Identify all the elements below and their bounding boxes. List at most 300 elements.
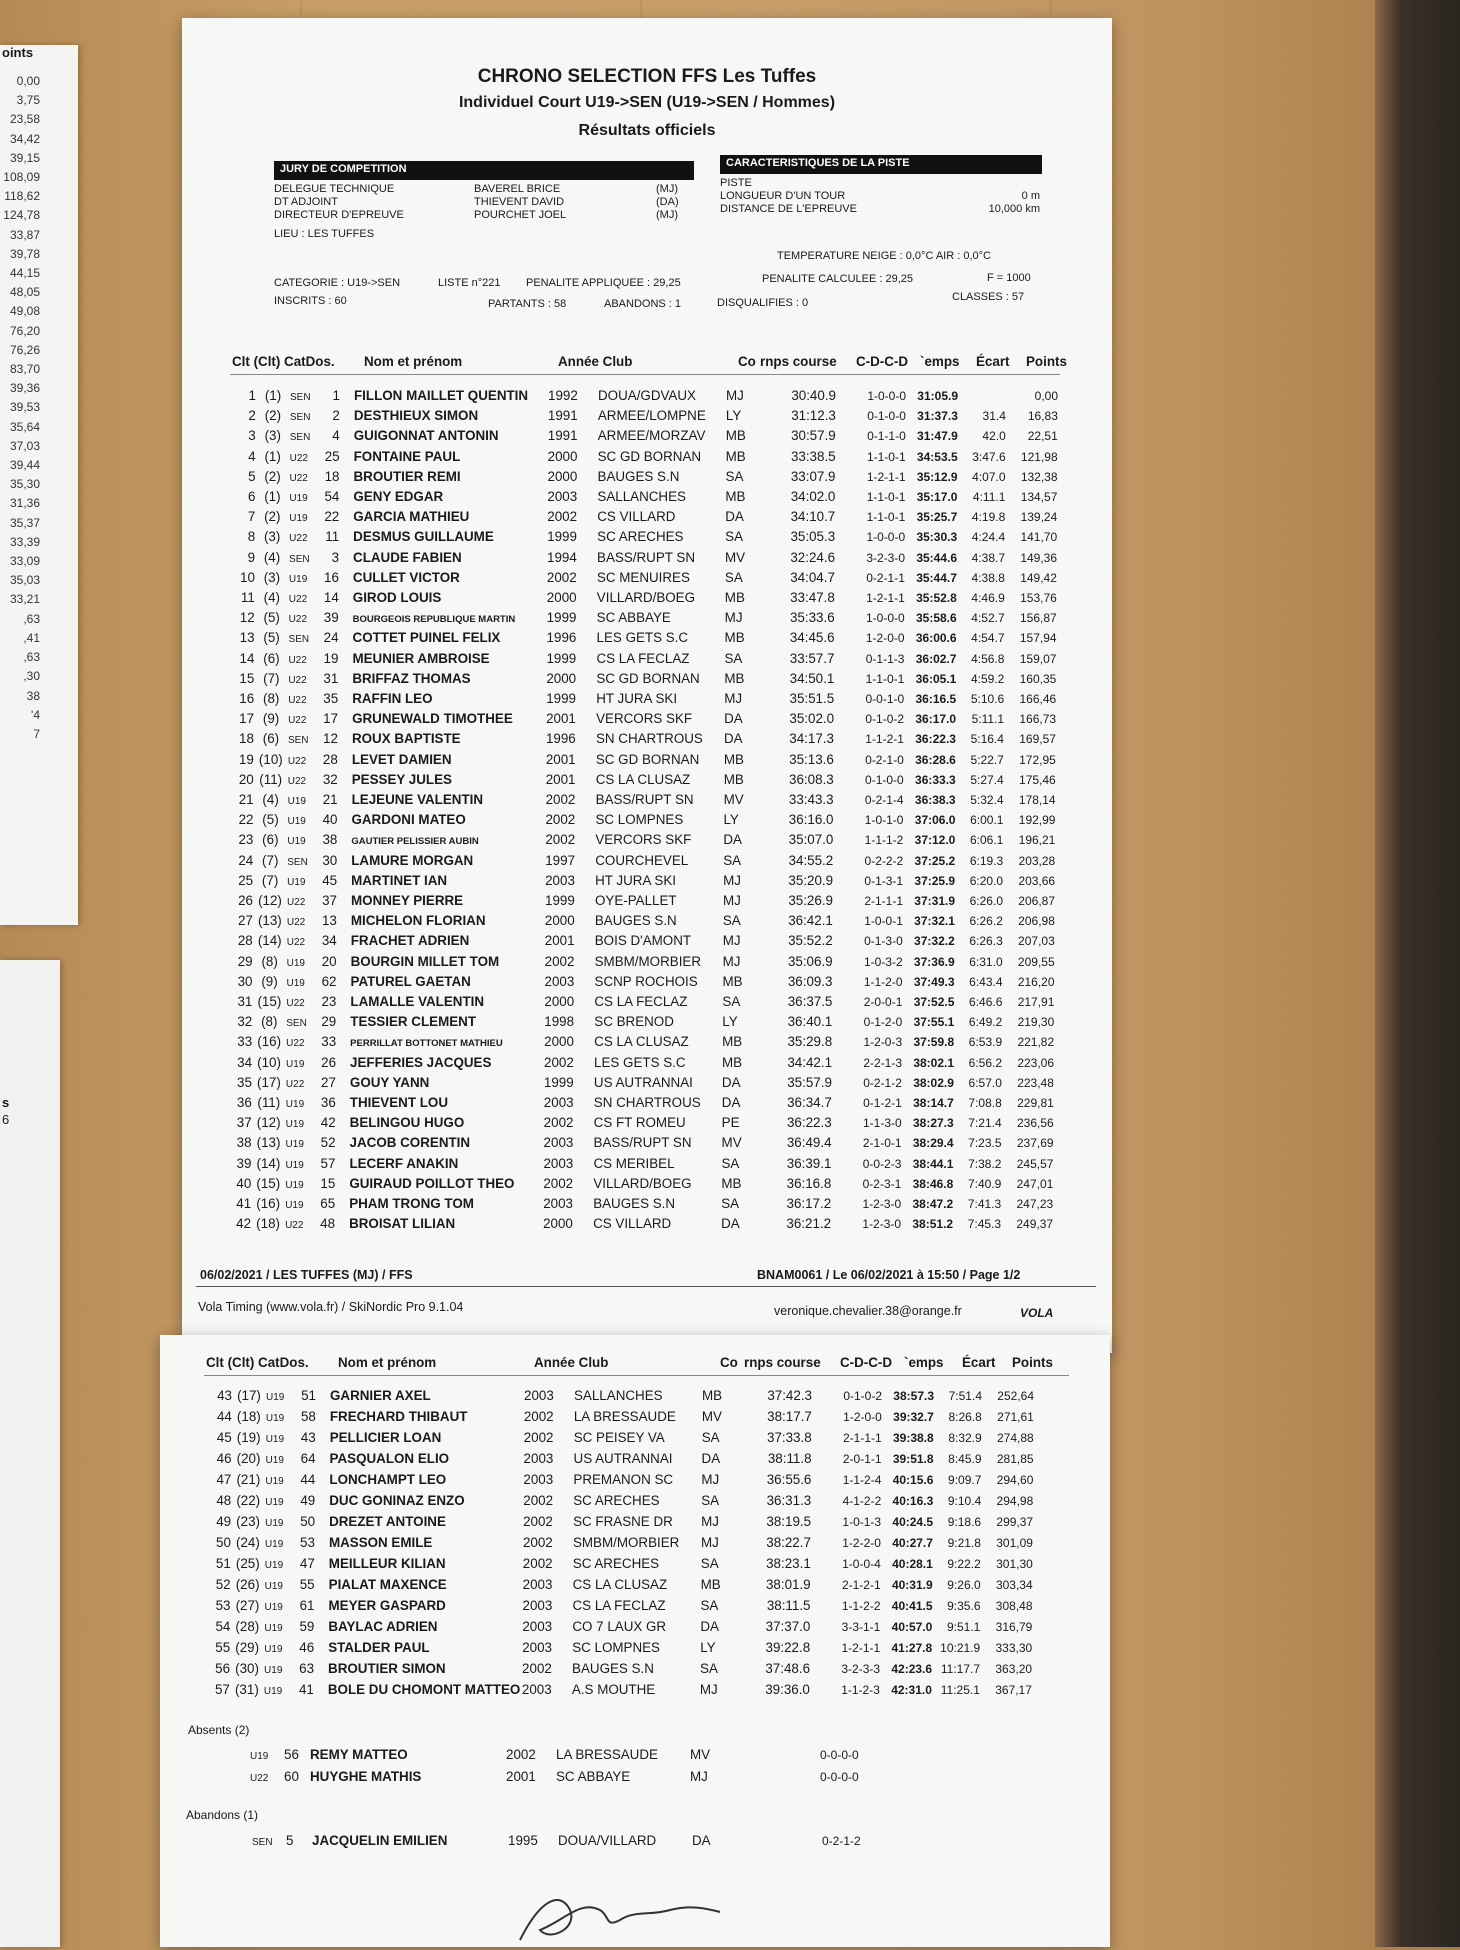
- bib: 50: [300, 1514, 316, 1529]
- class-rank: (6): [262, 832, 279, 848]
- total-time: 39:51.8: [892, 1452, 934, 1466]
- committee: MJ: [723, 893, 741, 908]
- athlete-name: MASSON EMILE: [328, 1535, 433, 1550]
- bib: 20: [321, 953, 337, 969]
- bib: 24: [323, 630, 339, 646]
- points: 249,37: [1016, 1217, 1054, 1232]
- committee: DA: [721, 1074, 741, 1090]
- penalties: 0-1-1-0: [867, 429, 906, 444]
- rank: 56: [215, 1661, 231, 1676]
- course-time: 35:13.6: [789, 751, 834, 767]
- course-time: 34:04.7: [790, 569, 835, 585]
- committee: MB: [721, 1175, 742, 1191]
- class-rank: (15): [257, 994, 282, 1009]
- header-pts: Points: [1026, 354, 1067, 369]
- category: U19: [265, 1455, 284, 1466]
- rank: 40: [236, 1175, 252, 1191]
- left-point: 124,78: [3, 208, 40, 223]
- course-time: 35:20.9: [788, 872, 834, 888]
- penalties: 0-1-0-0: [865, 772, 904, 787]
- table-row: [229, 1216, 1053, 1236]
- piste-rows: [720, 177, 1042, 216]
- gap: 6:43.4: [969, 974, 1003, 989]
- course-time: 38:19.5: [766, 1514, 812, 1529]
- bib: 25: [324, 448, 340, 464]
- penalties: 1-0-0-1: [864, 914, 903, 929]
- athlete-name: GARCIA MATHIEU: [353, 509, 470, 525]
- rank: 5: [248, 468, 256, 484]
- left-point: 31,36: [9, 496, 40, 511]
- category: U22: [288, 594, 308, 605]
- course-time: 34:50.1: [789, 670, 835, 686]
- course-time: 35:02.0: [789, 711, 835, 727]
- class-rank: (18): [236, 1409, 261, 1424]
- points: 303,34: [995, 1578, 1033, 1592]
- athlete-name: BELINGOU HUGO: [349, 1115, 465, 1131]
- rank: 33: [237, 1034, 253, 1050]
- club: CO 7 LAUX GR: [572, 1619, 667, 1634]
- penalties: 1-2-0-3: [863, 1035, 903, 1050]
- class-rank: (1): [264, 489, 281, 504]
- category: U22: [285, 1220, 304, 1232]
- birth-year: 2003: [522, 1640, 552, 1655]
- header-time: rnps course: [744, 1355, 821, 1370]
- left-fragment: s: [2, 1095, 10, 1110]
- course-time: 35:51.5: [789, 691, 835, 706]
- table-row: [231, 954, 1055, 974]
- gap: 6:26.0: [969, 894, 1003, 908]
- committee: MV: [725, 549, 746, 565]
- penalties: 1-1-0-1: [866, 510, 906, 525]
- header-cdcd: C-D-C-D: [840, 1355, 893, 1370]
- club: SALLANCHES: [597, 489, 686, 504]
- class-rank: (12): [258, 893, 282, 908]
- table-row: [232, 792, 1056, 812]
- course-time: 35:33.6: [789, 610, 835, 626]
- left-point: 39,36: [9, 381, 40, 396]
- course-time: 33:38.5: [790, 448, 836, 464]
- header-rule-2: [204, 1375, 1069, 1376]
- committee: MJ: [700, 1535, 719, 1550]
- points: 216,20: [1017, 974, 1055, 989]
- athlete-name: MARTINET IAN: [351, 872, 448, 888]
- points: 166,46: [1019, 692, 1057, 706]
- total-time: 38:29.4: [912, 1136, 954, 1151]
- total-time: 36:22.3: [915, 732, 956, 747]
- penalties: 0-1-3-0: [864, 934, 903, 949]
- class-rank: (4): [263, 549, 281, 565]
- total-time: 31:47.9: [917, 429, 958, 444]
- bib: 43: [300, 1430, 316, 1445]
- rank: 57: [214, 1682, 230, 1697]
- athlete-name: STALDER PAUL: [328, 1640, 430, 1655]
- class-rank: (14): [256, 1155, 281, 1171]
- jury-role: DT ADJOINT: [274, 196, 338, 208]
- rank: 43: [217, 1388, 232, 1403]
- total-time: 37:49.3: [913, 974, 955, 989]
- committee: DA: [723, 832, 742, 848]
- points: 0,00: [1034, 389, 1058, 403]
- bib: 56: [284, 1747, 299, 1762]
- total-time: 42:31.0: [891, 1683, 932, 1697]
- club: SMBM/MORBIER: [572, 1535, 680, 1550]
- points: 206,87: [1018, 894, 1055, 908]
- class-rank: (4): [263, 590, 280, 605]
- club: SC ARECHES: [572, 1556, 660, 1571]
- points: 223,06: [1017, 1055, 1055, 1070]
- gap: 8:32.9: [948, 1431, 982, 1445]
- birth-year: 2002: [506, 1747, 536, 1762]
- bib: 13: [321, 913, 337, 929]
- class-rank: (28): [235, 1619, 260, 1634]
- class-rank: (17): [237, 1388, 261, 1403]
- rank: 35: [237, 1074, 252, 1090]
- total-time: 40:16.3: [892, 1494, 934, 1508]
- footer-right: BNAM0061 / Le 06/02/2021 à 15:50 / Page 1/2: [757, 1268, 1021, 1282]
- gap: 7:40.9: [967, 1176, 1002, 1191]
- course-time: 36:39.1: [786, 1155, 832, 1171]
- class-rank: (2): [264, 408, 282, 424]
- left-point: 44,15: [9, 266, 40, 281]
- bib: 49: [300, 1493, 316, 1508]
- course-time: 36:16.0: [788, 812, 834, 828]
- total-time: 35:25.7: [916, 510, 958, 525]
- athlete-name: BAYLAC ADRIEN: [328, 1619, 438, 1634]
- points: 196,21: [1018, 833, 1056, 848]
- category: SEN: [287, 735, 309, 747]
- factor-f: F = 1000: [987, 272, 1031, 284]
- course-time: 30:40.9: [791, 388, 836, 403]
- birth-year: 2003: [523, 1472, 554, 1487]
- course-time: 36:09.3: [787, 973, 833, 989]
- committee: MJ: [724, 691, 743, 706]
- club: SC LOMPNES: [595, 812, 684, 828]
- rank: 51: [215, 1556, 231, 1571]
- athlete-name: CULLET VICTOR: [352, 569, 460, 585]
- club: ARMEE/LOMPNE: [597, 408, 706, 424]
- total-time: 36:05.1: [915, 671, 957, 686]
- total-time: 36:00.6: [915, 631, 957, 646]
- birth-year: 2002: [545, 812, 576, 828]
- club: SC ABBAYE: [556, 1769, 631, 1784]
- rank: 28: [237, 933, 253, 949]
- table-row: [234, 408, 1058, 428]
- gap: 11:25.1: [940, 1683, 980, 1697]
- club: BAUGES S.N: [594, 913, 677, 929]
- athlete-name: GAUTIER PELISSIER AUBIN: [351, 836, 479, 848]
- category: U19: [264, 1560, 284, 1571]
- club: SC ARECHES: [573, 1493, 660, 1508]
- total-time: 41:27.8: [891, 1641, 933, 1655]
- header-year-club: Année Club: [558, 354, 633, 369]
- bib: 47: [299, 1556, 315, 1571]
- athlete-name: THIEVENT LOU: [349, 1095, 448, 1110]
- athlete-name: GARNIER AXEL: [330, 1388, 431, 1403]
- abandons-label: Abandons (1): [186, 1808, 259, 1822]
- category: U19: [289, 513, 308, 525]
- birth-year: 2000: [544, 913, 575, 929]
- gap: 4:11.1: [972, 490, 1006, 504]
- bib: 31: [323, 670, 339, 686]
- gap: 8:26.8: [948, 1410, 982, 1424]
- table-row: [209, 1493, 1033, 1513]
- piste-value: 10,000 km: [988, 203, 1040, 215]
- table-row: [229, 1156, 1053, 1176]
- bib: 55: [299, 1577, 315, 1592]
- course-time: 37:37.0: [765, 1619, 811, 1634]
- table-row: [233, 529, 1057, 549]
- birth-year: 2002: [523, 1493, 554, 1508]
- committee: MJ: [726, 388, 744, 403]
- left-point: ,41: [23, 630, 40, 645]
- athlete-name: ROUX BAPTISTE: [351, 731, 461, 747]
- left-point: 76,26: [9, 342, 40, 357]
- bib: 11: [325, 529, 340, 545]
- athlete-name: REMY MATTEO: [310, 1747, 408, 1762]
- total-time: 35:12.9: [916, 469, 958, 484]
- course-time: 37:33.8: [767, 1430, 812, 1445]
- points: 16,83: [1027, 409, 1058, 424]
- birth-year: 2003: [543, 1155, 574, 1171]
- class-rank: (7): [263, 670, 280, 686]
- table-row: [230, 1055, 1054, 1075]
- committee: SA: [724, 650, 743, 666]
- jury-name: POURCHET JOEL: [474, 209, 567, 221]
- course-time: 36:21.2: [786, 1216, 832, 1232]
- committee: SA: [725, 468, 744, 484]
- total-time: 34:53.5: [916, 449, 958, 464]
- course-time: 34:02.0: [790, 489, 836, 504]
- club: SC LOMPNES: [572, 1640, 660, 1655]
- total-time: 39:38.8: [892, 1431, 934, 1445]
- class-rank: (2): [264, 509, 281, 525]
- rank: 2: [248, 408, 256, 424]
- table-row: [231, 893, 1055, 913]
- left-point: 3,75: [16, 93, 40, 108]
- points: 203,66: [1018, 873, 1056, 888]
- category: U22: [287, 755, 307, 767]
- birth-year: 2001: [545, 771, 576, 787]
- category: U19: [263, 1686, 283, 1697]
- total-time: 37:06.0: [914, 813, 956, 828]
- class-rank: (4): [262, 792, 279, 807]
- course-time: 38:11.8: [767, 1451, 812, 1466]
- course-time: 35:05.3: [790, 529, 836, 545]
- gap: 4:24.4: [971, 530, 1006, 545]
- committee: MB: [724, 630, 745, 646]
- club: CS FT ROMEU: [593, 1115, 686, 1131]
- left-sheet-points: [0, 72, 78, 744]
- jury-role: DELEGUE TECHNIQUE: [274, 183, 395, 195]
- total-time: 40:24.5: [892, 1515, 934, 1529]
- total-time: 37:25.2: [914, 853, 956, 868]
- club: DOUA/GDVAUX: [598, 388, 696, 403]
- table-row: [252, 1833, 902, 1853]
- table-row: [250, 1769, 900, 1789]
- penalties: 0-0-0-0: [820, 1748, 859, 1762]
- total-time: 38:44.1: [912, 1156, 954, 1171]
- course-time: 33:57.7: [789, 650, 835, 666]
- bib: 1: [332, 388, 340, 403]
- total-time: 36:28.6: [915, 752, 956, 767]
- jury-row: [274, 209, 694, 222]
- birth-year: 1994: [547, 549, 577, 565]
- rank: 6: [247, 489, 256, 504]
- athlete-name: FRECHARD THIBAUT: [329, 1409, 468, 1424]
- rank: 50: [216, 1535, 231, 1550]
- points: 301,30: [996, 1557, 1033, 1571]
- birth-year: 2003: [523, 1451, 554, 1466]
- points: 156,87: [1019, 611, 1057, 626]
- header-rule: [230, 374, 1060, 375]
- points: 219,30: [1017, 1015, 1055, 1030]
- table-row: [208, 1682, 1032, 1702]
- category: U19: [286, 977, 305, 989]
- club: SC FRASNE DR: [573, 1514, 673, 1529]
- committee: LY: [700, 1640, 716, 1655]
- category: U19: [264, 1539, 284, 1550]
- jury-code: (MJ): [656, 183, 678, 195]
- penalties: 2-0-0-1: [863, 995, 903, 1009]
- athlete-name: DREZET ANTOINE: [329, 1514, 446, 1529]
- class-rank: (29): [235, 1640, 260, 1655]
- category: U19: [289, 493, 308, 504]
- points: 294,60: [996, 1473, 1034, 1487]
- committee: DA: [721, 1095, 741, 1110]
- course-time: 36:42.1: [788, 913, 833, 929]
- category: U19: [286, 957, 305, 969]
- penalties: 0-1-2-1: [863, 1096, 902, 1110]
- header-tot: `emps: [920, 354, 960, 369]
- category: U19: [287, 836, 306, 848]
- category: U19: [286, 1058, 305, 1070]
- points: 274,88: [996, 1431, 1034, 1445]
- penalties: 2-1-1-1: [843, 1431, 882, 1445]
- birth-year: 2002: [523, 1430, 554, 1445]
- gap: 7:21.4: [968, 1116, 1002, 1131]
- birth-year: 2002: [522, 1661, 552, 1676]
- club: SC GD BORNAN: [597, 448, 702, 464]
- penalties: 4-1-2-2: [842, 1494, 882, 1508]
- birth-year: 1996: [545, 731, 576, 747]
- class-rank: (21): [236, 1472, 261, 1487]
- points: 316,79: [995, 1620, 1033, 1634]
- class-rank: (5): [263, 610, 280, 626]
- points: 203,28: [1018, 853, 1056, 868]
- penalties: 1-1-0-1: [866, 449, 906, 464]
- committee: MB: [725, 489, 746, 504]
- total-time: 40:41.5: [891, 1599, 933, 1613]
- column-header: [232, 354, 1076, 369]
- total-time: 38:02.1: [913, 1055, 955, 1070]
- birth-year: 1991: [547, 428, 578, 444]
- course-time: 36:49.4: [786, 1135, 832, 1151]
- bib: 38: [322, 832, 338, 848]
- class-rank: (9): [262, 711, 280, 727]
- bib: 17: [323, 711, 339, 727]
- header-name: Nom et prénom: [338, 1355, 437, 1370]
- rank: 23: [238, 832, 254, 848]
- header-name: Nom et prénom: [364, 354, 463, 369]
- bib: 34: [321, 933, 337, 949]
- rank: 52: [215, 1577, 231, 1592]
- rank: 13: [239, 630, 255, 646]
- athlete-name: LEJEUNE VALENTIN: [351, 792, 484, 807]
- course-time: 38:01.9: [765, 1577, 811, 1592]
- table-row: [209, 1577, 1033, 1597]
- birth-year: 2001: [544, 933, 575, 949]
- class-rank: (22): [236, 1493, 261, 1508]
- gap: 6:53.9: [968, 1035, 1003, 1050]
- left-point: 35,03: [9, 573, 40, 588]
- table-row: [232, 651, 1056, 671]
- rank: 21: [238, 792, 254, 807]
- penalties: 1-0-0-0: [867, 389, 906, 403]
- penalties: 0-2-1-2: [863, 1075, 902, 1090]
- penalties: 2-1-1-1: [864, 894, 903, 908]
- table-row: [230, 1115, 1054, 1135]
- points: 237,69: [1016, 1136, 1054, 1151]
- penalite-appliquee: PENALITE APPLIQUEE : 29,25: [526, 277, 681, 289]
- rank: 11: [240, 590, 255, 605]
- left-point: 39,78: [9, 246, 40, 261]
- class-rank: (11): [257, 1095, 281, 1110]
- committee: MB: [722, 1034, 743, 1050]
- header-cdcd: C-D-C-D: [856, 354, 909, 369]
- category: U19: [264, 1602, 283, 1613]
- header-pts: Points: [1012, 1355, 1053, 1370]
- points: 221,82: [1017, 1035, 1055, 1050]
- bib: 32: [322, 771, 338, 787]
- points: 139,24: [1020, 510, 1058, 525]
- penalties: 1-0-1-3: [842, 1515, 882, 1529]
- gap: 6:31.0: [969, 954, 1003, 969]
- category: SEN: [289, 412, 311, 424]
- birth-year: 2000: [546, 590, 577, 605]
- club: PREMANON SC: [573, 1472, 674, 1487]
- class-rank: (7): [261, 872, 279, 888]
- left-point: 0,00: [16, 74, 40, 88]
- penalties: 1-1-2-3: [841, 1683, 880, 1697]
- course-time: 34:42.1: [787, 1054, 833, 1070]
- bib: 46: [299, 1640, 315, 1655]
- course-time: 36:55.6: [766, 1472, 812, 1487]
- table-row: [232, 711, 1056, 731]
- athlete-name: GOUY YANN: [349, 1074, 430, 1090]
- committee: SA: [701, 1493, 720, 1508]
- birth-year: 2000: [543, 1216, 573, 1232]
- header-gap: Écart: [976, 354, 1010, 369]
- club: CS LA FECLAZ: [594, 994, 688, 1009]
- category: U19: [264, 1644, 283, 1655]
- rank: 9: [247, 549, 256, 565]
- gap: 4:54.7: [971, 631, 1005, 646]
- table-row: [210, 1451, 1034, 1471]
- athlete-name: MEILLEUR KILIAN: [328, 1556, 446, 1571]
- birth-year: 2003: [543, 1196, 573, 1211]
- committee: MJ: [701, 1472, 720, 1487]
- club: LES GETS S.C: [596, 630, 689, 646]
- course-time: 36:40.1: [787, 1014, 833, 1030]
- committee: MB: [725, 448, 746, 464]
- points: 308,48: [995, 1599, 1033, 1613]
- committee: SA: [724, 569, 743, 585]
- bib: 4: [332, 428, 340, 444]
- total-time: 31:05.9: [917, 389, 958, 403]
- jury-code: (DA): [656, 196, 679, 208]
- class-rank: (16): [256, 1196, 281, 1211]
- table-row: [232, 731, 1056, 751]
